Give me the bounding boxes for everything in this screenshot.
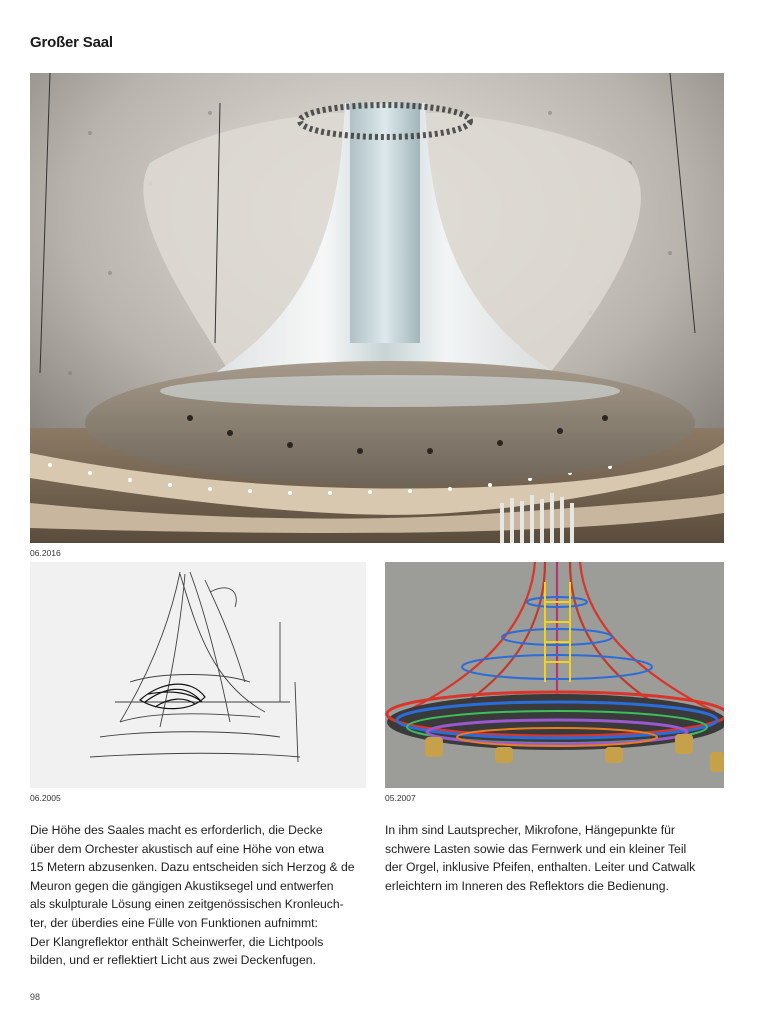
body-text-left: Die Höhe des Saales macht es erforderlich, die Decke über dem Orchester akustisch auf eine Höhe von etwa 15 Metern abzusenken. Dazu entscheiden sich Herzog & de Meuron gegen die gängigen Akustiksegel und entwerfen als skulpturale Lösung einen zeitgenössischen Kronleuch- ter, der überdies eine Fülle von Funktionen aufnimmt: Der Klangreflektor enthält Scheinwerfer, die Lichtpools bilden, und er reflektiert Licht aus zwei Deckenfugen. — [30, 823, 355, 968]
concert-hall-photo — [30, 73, 724, 543]
body-text-right: In ihm sind Lautsprecher, Mikrofone, Hängepunkte für schwere Lasten sowie das Fernwerk und ein kleiner Teil der Orgel, inklusive Pfeifen, enthalten. Leiter und Catwalk erleichtern im Inneren des Reflektors die Bedienung. — [385, 823, 696, 893]
page-title: Großer Saal — [30, 34, 113, 51]
top-photo-date: 06.2016 — [30, 548, 61, 558]
model-date: 05.2007 — [385, 793, 416, 803]
sketch-image — [30, 562, 366, 788]
page-number: 98 — [30, 992, 41, 1002]
model-render-image — [385, 562, 724, 788]
sketch-date: 06.2005 — [30, 793, 61, 803]
